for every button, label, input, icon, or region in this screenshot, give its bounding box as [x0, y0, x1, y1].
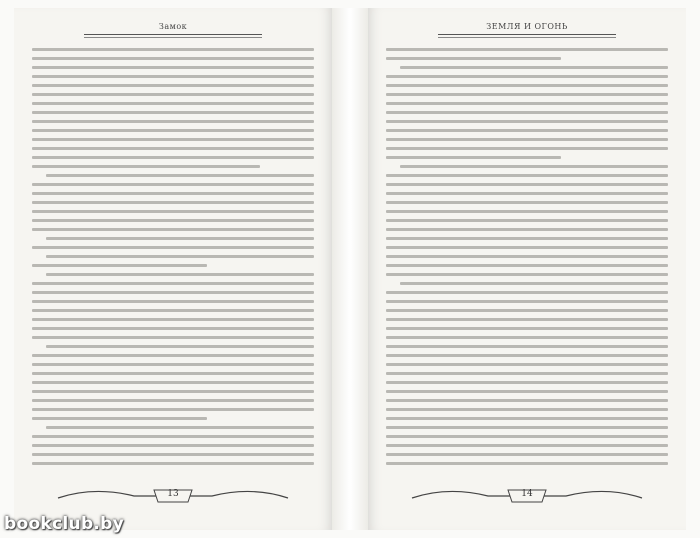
text-line-placeholder: [386, 93, 668, 96]
text-line-placeholder: [32, 93, 314, 96]
text-line-placeholder: [386, 390, 668, 393]
right-header-rule: [438, 34, 616, 38]
text-line-placeholder: [386, 228, 668, 231]
text-line-placeholder: [32, 75, 314, 78]
text-line-placeholder: [386, 174, 668, 177]
text-line-placeholder: [46, 345, 314, 348]
text-line-placeholder: [32, 444, 314, 447]
text-line-placeholder: [32, 291, 314, 294]
text-line-placeholder: [386, 84, 668, 87]
text-line-placeholder: [386, 255, 668, 258]
text-line-placeholder: [32, 156, 314, 159]
text-line-placeholder: [386, 354, 668, 357]
text-line-placeholder: [386, 408, 668, 411]
text-line-placeholder: [386, 129, 668, 132]
text-line-placeholder: [386, 327, 668, 330]
text-line-placeholder: [32, 435, 314, 438]
text-line-placeholder: [400, 66, 668, 69]
text-line-placeholder: [32, 201, 314, 204]
text-line-placeholder: [386, 219, 668, 222]
text-line-placeholder: [386, 138, 668, 141]
text-line-placeholder: [386, 363, 668, 366]
text-line-placeholder: [32, 282, 314, 285]
left-page-body: [32, 48, 314, 471]
text-line-placeholder: [32, 48, 314, 51]
text-line-placeholder: [386, 120, 668, 123]
text-line-placeholder: [386, 318, 668, 321]
text-line-placeholder: [386, 264, 668, 267]
text-line-placeholder: [32, 417, 207, 420]
text-line-placeholder: [386, 399, 668, 402]
text-line-placeholder: [386, 345, 668, 348]
left-page-header: Замок: [158, 22, 188, 31]
text-line-placeholder: [32, 336, 314, 339]
text-line-placeholder: [32, 246, 314, 249]
text-line-placeholder: [386, 183, 668, 186]
text-line-placeholder: [32, 129, 314, 132]
text-line-placeholder: [32, 57, 314, 60]
right-page-number: 14: [521, 489, 533, 499]
text-line-placeholder: [386, 417, 668, 420]
text-line-placeholder: [400, 165, 668, 168]
text-line-placeholder: [386, 48, 668, 51]
book-gutter: [332, 8, 368, 530]
text-line-placeholder: [32, 399, 314, 402]
text-line-placeholder: [386, 102, 668, 105]
text-line-placeholder: [386, 75, 668, 78]
text-line-placeholder: [32, 165, 260, 168]
text-line-placeholder: [386, 453, 668, 456]
text-line-placeholder: [32, 408, 314, 411]
text-line-placeholder: [386, 300, 668, 303]
text-line-placeholder: [32, 300, 314, 303]
text-line-placeholder: [32, 147, 314, 150]
right-page-header: ЗЕМЛЯ И ОГОНЬ: [486, 22, 568, 31]
text-line-placeholder: [386, 309, 668, 312]
text-line-placeholder: [46, 273, 314, 276]
text-line-placeholder: [32, 372, 314, 375]
text-line-placeholder: [32, 228, 314, 231]
text-line-placeholder: [46, 174, 314, 177]
text-line-placeholder: [32, 183, 314, 186]
left-page: [14, 8, 332, 530]
text-line-placeholder: [386, 201, 668, 204]
text-line-placeholder: [386, 435, 668, 438]
text-line-placeholder: [386, 372, 668, 375]
text-line-placeholder: [32, 210, 314, 213]
text-line-placeholder: [32, 219, 314, 222]
text-line-placeholder: [32, 192, 314, 195]
text-line-placeholder: [386, 291, 668, 294]
text-line-placeholder: [32, 120, 314, 123]
text-line-placeholder: [386, 210, 668, 213]
text-line-placeholder: [32, 264, 207, 267]
text-line-placeholder: [32, 318, 314, 321]
text-line-placeholder: [386, 246, 668, 249]
text-line-placeholder: [32, 84, 314, 87]
text-line-placeholder: [32, 327, 314, 330]
text-line-placeholder: [32, 462, 314, 465]
text-line-placeholder: [386, 273, 668, 276]
text-line-placeholder: [32, 390, 314, 393]
text-line-placeholder: [46, 255, 314, 258]
text-line-placeholder: [386, 237, 668, 240]
left-page-number: 13: [167, 489, 179, 499]
text-line-placeholder: [32, 453, 314, 456]
text-line-placeholder: [386, 111, 668, 114]
text-line-placeholder: [46, 237, 314, 240]
text-line-placeholder: [32, 111, 314, 114]
text-line-placeholder: [32, 363, 314, 366]
text-line-placeholder: [386, 426, 668, 429]
text-line-placeholder: [46, 426, 314, 429]
text-line-placeholder: [386, 57, 561, 60]
right-page: [368, 8, 686, 530]
text-line-placeholder: [386, 156, 561, 159]
text-line-placeholder: [386, 444, 668, 447]
text-line-placeholder: [32, 309, 314, 312]
text-line-placeholder: [386, 192, 668, 195]
text-line-placeholder: [32, 102, 314, 105]
text-line-placeholder: [32, 354, 314, 357]
text-line-placeholder: [386, 147, 668, 150]
text-line-placeholder: [32, 381, 314, 384]
text-line-placeholder: [32, 66, 314, 69]
right-page-body: [386, 48, 668, 471]
site-watermark: bookclub.by: [4, 514, 125, 534]
text-line-placeholder: [386, 336, 668, 339]
text-line-placeholder: [386, 462, 668, 465]
text-line-placeholder: [386, 381, 668, 384]
left-header-rule: [84, 34, 262, 38]
text-line-placeholder: [400, 282, 668, 285]
text-line-placeholder: [32, 138, 314, 141]
